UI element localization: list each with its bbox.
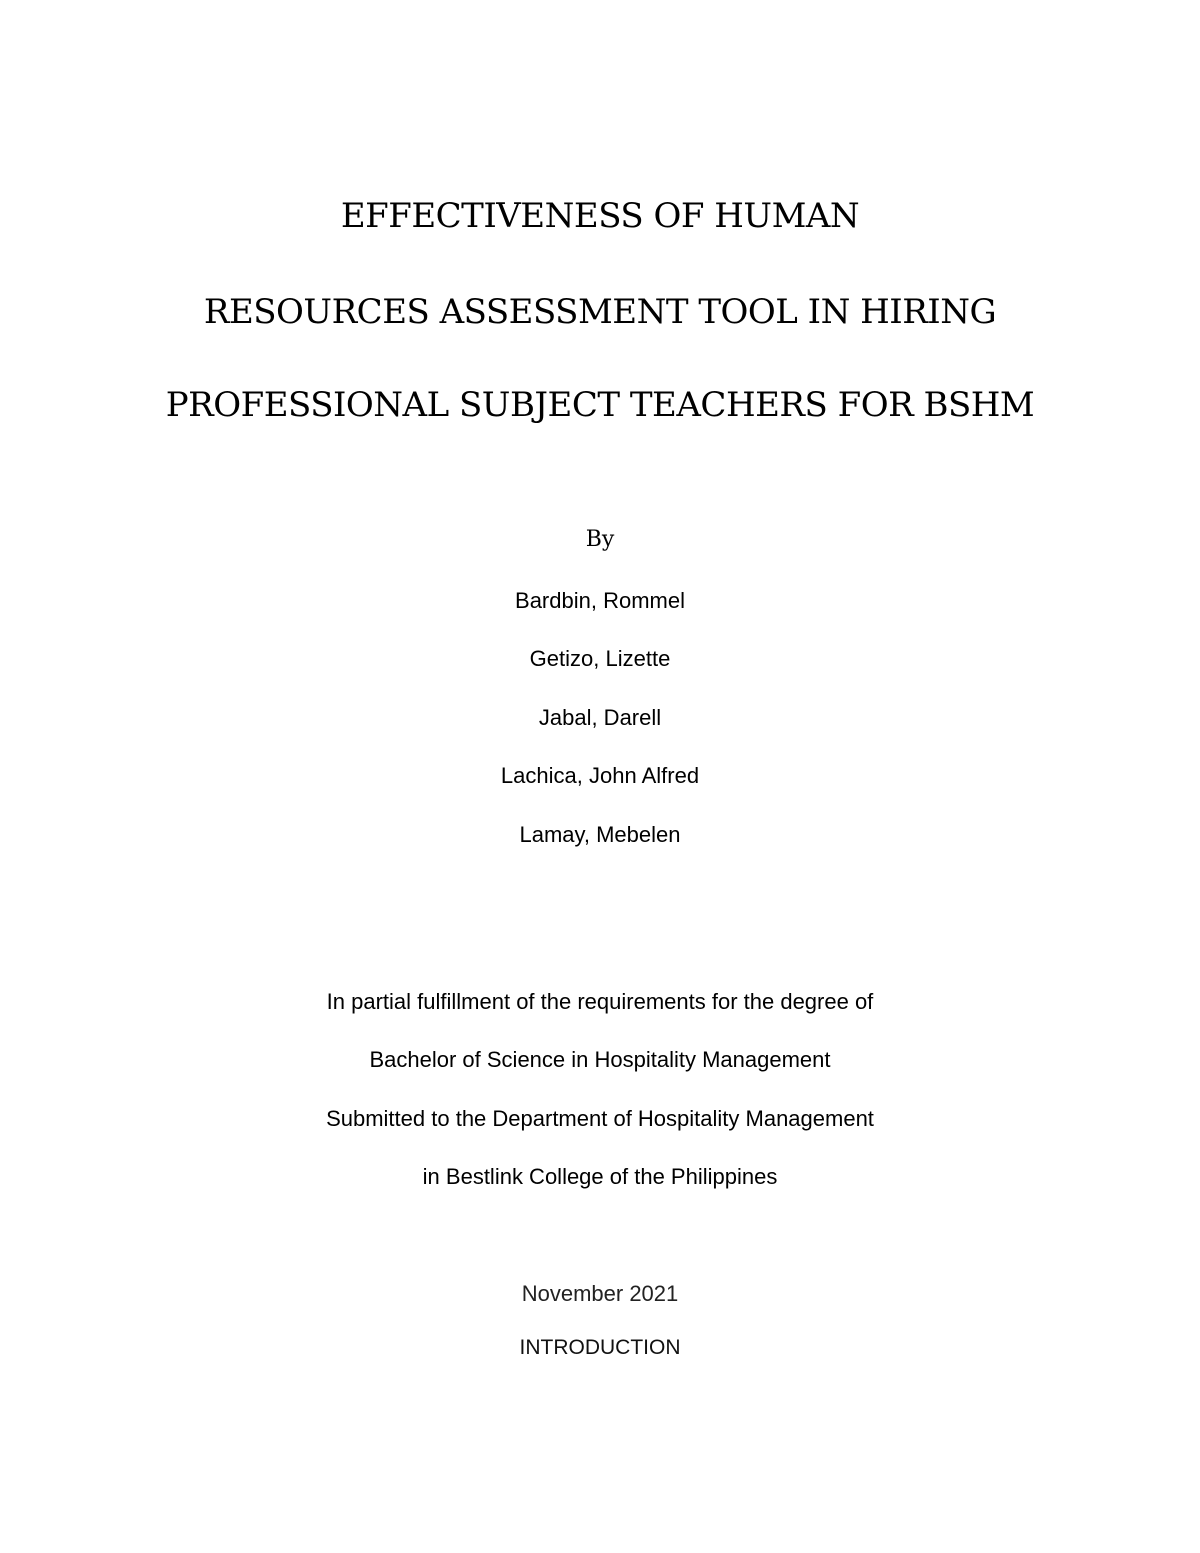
submission-date: November 2021 xyxy=(521,1281,679,1306)
fulfillment-line-4: in Bestlink College of the Philippines xyxy=(422,1164,778,1189)
title-line-1: EFFECTIVENESS OF HUMAN xyxy=(340,196,860,236)
title-line-2: RESOURCES ASSESSMENT TOOL IN HIRING xyxy=(203,292,997,332)
author-3: Jabal, Darell xyxy=(538,705,662,730)
title-line-3: PROFESSIONAL SUBJECT TEACHERS FOR BSHM xyxy=(165,385,1035,425)
author-1: Bardbin, Rommel xyxy=(515,588,685,613)
section-heading-introduction: INTRODUCTION xyxy=(519,1336,681,1359)
fulfillment-line-2: Bachelor of Science in Hospitality Management xyxy=(369,1047,831,1072)
author-4: Lachica, John Alfred xyxy=(500,763,700,788)
author-2: Getizo, Lizette xyxy=(529,646,671,671)
author-5: Lamay, Mebelen xyxy=(519,822,681,847)
fulfillment-line-3: Submitted to the Department of Hospitality Management xyxy=(326,1106,874,1131)
fulfillment-line-1: In partial fulfillment of the requirements for the degree of xyxy=(326,989,874,1014)
by-label: By xyxy=(585,527,615,552)
